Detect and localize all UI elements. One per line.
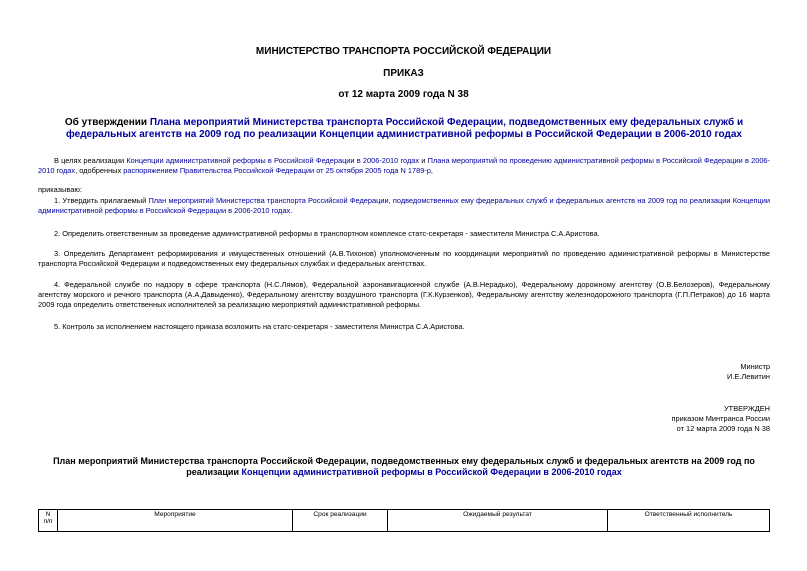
approval-block (672, 404, 771, 434)
approval-line-2: приказом Минтранса России (671, 414, 770, 423)
doc-type-heading: ПРИКАЗ (383, 68, 424, 79)
plan-title-link[interactable]: Концепции административной реформы в Российской Федерации в 2006-2010 годах (241, 467, 622, 477)
paragraph-item-5: 5. Контроль за исполнением настоящего приказа возложить на статс-секретаря - заместителя Министра С.А.Аристова. (54, 322, 465, 331)
signature-block (727, 362, 770, 382)
ministry-heading: МИНИСТЕРСТВО ТРАНСПОРТА РОССИЙСКОЙ ФЕДЕРАЦИИ (255, 46, 552, 57)
table-header-responsible: Ответственный исполнитель (608, 510, 770, 532)
item-1-suffix: . (290, 206, 293, 215)
plan-table (38, 509, 770, 532)
paragraph-item-3: 3. Определить Департамент реформирования и имущественных отношений (А.В.Тихонов) уполномоченным по координации мероприятий по проведению административной реформы в Министерстве транспорта Российской Федерации и подведомственных ему федеральных службах и федеральных агентствах. (38, 249, 770, 268)
table-header-row (39, 510, 770, 532)
order-title-link[interactable]: Плана мероприятий Министерства транспорта Российской Федерации, подведомственных ему федеральных служб и федеральных агентств на 2009 год по реализации Концепции административной реформы в Российской Федерации в 2006-2010 годах (66, 117, 744, 140)
signature-name: И.Е.Левитин (727, 372, 770, 381)
approved-plan-link[interactable]: План мероприятий Министерства транспорта Российской Федерации, подведомственных ему федеральных служб и федеральных агентств на 2009 год по реализации Концепции административной реформы в Российской Федерации в 2006-2010 годах (38, 196, 771, 215)
concept-link[interactable]: Концепции административной реформы в Российской Федерации в 2006-2010 годах (126, 156, 420, 165)
preamble-suffix: , (430, 166, 433, 175)
plan-link[interactable]: Плана мероприятий по проведению административной реформы в Российской Федерации в 2006-2010 годах (38, 156, 771, 175)
doc-date-heading: от 12 марта 2009 года N 38 (338, 89, 469, 100)
signature-position: Министр (740, 362, 770, 371)
government-order-link[interactable]: распоряжением Правительства Российской Федерации от 25 октября 2005 года N 1789-р (123, 166, 431, 175)
paragraph-item-1 (38, 196, 770, 216)
order-title (36, 117, 772, 141)
paragraph-item-2: 2. Определить ответственным за проведение административной реформы в транспортном комплексе статс-секретаря - заместителя Министра С.А.Аристова. (54, 229, 600, 238)
approval-line-3: от 12 марта 2009 года N 38 (676, 424, 770, 433)
table-header-activity: Мероприятие (58, 510, 293, 532)
order-title-prefix: Об утверждении (64, 117, 150, 128)
table-header-deadline: Срок реализации (293, 510, 388, 532)
paragraph-preamble (38, 156, 770, 176)
preamble-mid2: , одобренных (75, 166, 124, 175)
paragraph-item-4: 4. Федеральной службе по надзору в сфере транспорта (Н.С.Лямов), Федеральной аэронавигационной службе (А.В.Нерадько), Федеральному дорожному агентству (О.В.Белозеров), Федеральному агентству морского и речного транспорта (А.А.Давыденко), Федеральному агентству воздушного транспорта (Г.К.Курзенков), Федеральному агентству железнодорожного транспорта (Г.П.Петраков) до 16 марта 2009 года определить ответственных исполнителей за реализацию мероприятий административной реформы. (38, 280, 770, 309)
plan-title (36, 456, 772, 478)
preamble-mid: и (419, 156, 428, 165)
preamble-prefix: В целях реализации (54, 156, 127, 165)
approval-line-1: УТВЕРЖДЕН (723, 404, 770, 413)
plan-title-prefix: План мероприятий Министерства транспорта Российской Федерации, подведомственных ему федеральных служб и федеральных агентств на 2009 год по реализации (53, 456, 755, 477)
paragraph-order: приказываю: (38, 185, 82, 194)
table-header-number: N п/п (39, 510, 58, 532)
item-1-prefix: 1. Утвердить прилагаемый (54, 196, 149, 205)
table-header-result: Ожидаемый результат (388, 510, 608, 532)
